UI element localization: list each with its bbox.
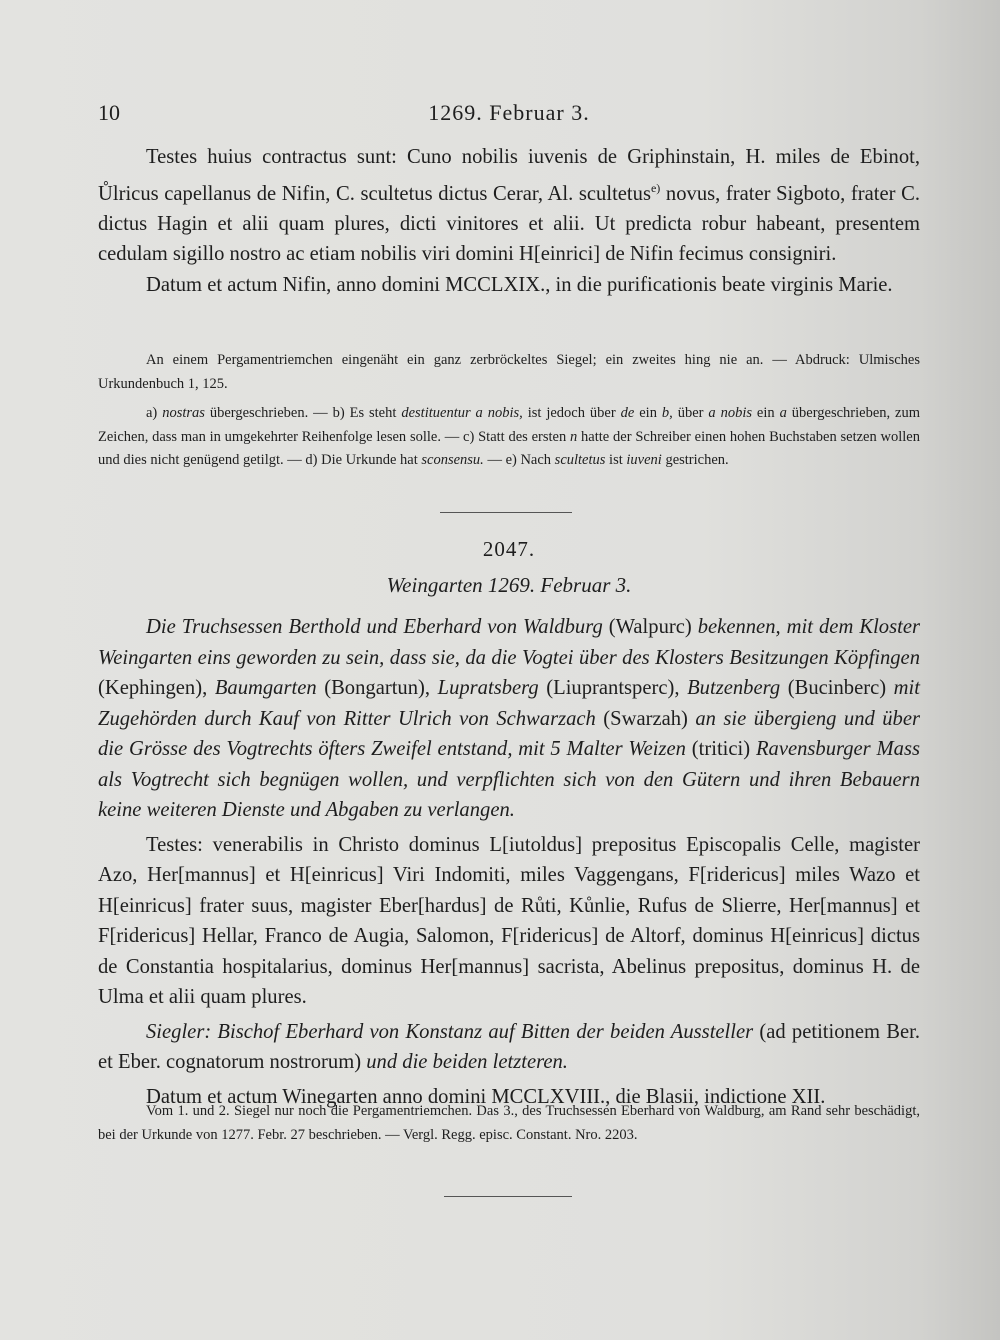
- italic-segment: an sie übergieng und über die Grösse des Vogtrechts öfters Zweifel entstand, mit 5 Malter Weizen: [98, 707, 920, 760]
- doc1-datum: Datum et actum Nifin, anno domini MCCLXIX., in die purificationis beate virginis Marie.: [146, 273, 893, 296]
- section-divider: [440, 512, 572, 513]
- sealer-statement: [98, 1017, 920, 1078]
- page-header: [98, 100, 920, 134]
- italic-segment: bekennen, mit dem Kloster Weingarten eins geworden zu sein, dass sie, da die Vogtei über des Klosters Besitzungen Köpfingen: [98, 616, 920, 669]
- roman-segment: (Bongartun),: [316, 677, 438, 699]
- doc1-seal-note: An einem Pergamentriemchen eingenäht ein ganz zerbröckeltes Siegel; ein zweites hing nie an. — Abdruck: Ulmisches Urkundenbuch 1, 125.: [98, 352, 920, 392]
- doc2-text: [98, 612, 920, 1112]
- bottom-divider: [444, 1196, 572, 1197]
- roman-segment: (ad petitionem Ber. et Eber. cognatorum nostrorum): [98, 1020, 920, 1073]
- italic-segment: und die beiden letzteren.: [366, 1051, 568, 1073]
- italic-segment: Ravensburger Mass als Vogtrecht sich begnügen wollen, und verpflichten sich von den Gütern und ihren Bebauern keine weiteren Dienste und Abgaben zu verlangen.: [98, 738, 920, 821]
- roman-segment: (Liuprantsperc),: [538, 677, 688, 699]
- italic-segment: Baumgarten: [214, 677, 317, 699]
- italic-segment: mit Zugehörden durch Kauf von Ritter Ulrich von Schwarzach: [98, 677, 920, 730]
- doc2-witnesses: Testes: venerabilis in Christo dominus L[iutoldus] prepositus Episcopalis Celle, magister Azo, Her[mannus] et H[einricus] Viri Indomiti, miles Vaggengans, F[ridericus] miles Wazo et H[einricus] frater suus, magister Eber[hardus] de Růti, Kůnlie, Rufus de Slierre, Her[mannus] et F[ridericus] Hellar, Franco de Augia, Salomon, F[ridericus] de Altorf, dominus H[einricus] dictus de Constantia hospitalarius, dominus Her[mannus] sacrista, Abelinus prepositus, dominus H. de Ulma et alii quam plures.: [98, 833, 920, 1008]
- doc2-note: [98, 1100, 920, 1147]
- roman-segment: (Swarzah): [595, 707, 696, 730]
- regest-summary: [98, 612, 920, 826]
- roman-segment: (Kephingen),: [98, 677, 215, 699]
- italic-segment: Butzenberg: [687, 677, 781, 699]
- doc1-witnesses: Testes huius contractus sunt: Cuno nobilis iuvenis de Griphinstain, H. miles de Ebinot, Ůlricus capellanus de Nifin, C. scultetus dictus Cerar, Al. scultetus$^{e)}$ novus, frater Sigboto, frater C. dictus Hagin et alii quam plures, dicti vinitores et alii. Ut predicta robur habeant, presentem cedulam sigillo nostro ac etiam nobilis viri domini H[einrici] de Nifin fecimus consigniri.: [98, 146, 920, 266]
- doc2-seal-note: Vom 1. und 2. Siegel nur noch die Pergamentriemchen. Das 3., des Truchsessen Eberhard von Waldburg, am Rand sehr beschädigt, bei der Urkunde von 1277. Febr. 27 beschrieben. — Vergl. Regg. episc. Constant. Nro. 2203.: [98, 1103, 920, 1143]
- roman-segment: (Bucinberc): [780, 677, 894, 699]
- page-number: 10: [98, 100, 120, 125]
- italic-segment: Siegler: Bischof Eberhard von Konstanz auf Bitten der beiden Aussteller: [146, 1020, 754, 1043]
- italic-segment: Die Truchsessen Berthold und Eberhard von Waldburg: [146, 616, 603, 638]
- doc2-datum: Datum et actum Winegarten anno domini MCCLXVIII., die Blasii, indictione XII.: [146, 1085, 826, 1108]
- footnote-mark-e: e): [650, 180, 661, 195]
- doc1-footnotes: a) nostras übergeschrieben. — b) Es steht destituentur a nobis, ist jedoch über de ein b, über a nobis ein a übergeschrieben, zum Zeichen, dass man in umgekehrter Reihenfolge lesen solle. — c) Statt des ersten n hatte der Schreiber einen hohen Buchstaben setzen wollen und dies nicht genügend getilgt. — d) Die Urkunde hat sconsensu. — e) Nach scultetus ist iuveni gestrichen.: [98, 405, 921, 468]
- place-date: Weingarten 1269. Februar 3.: [386, 573, 632, 597]
- doc1-notes: [98, 349, 920, 473]
- italic-segment: Lupratsberg: [437, 677, 539, 699]
- doc1-text: [98, 142, 920, 300]
- document-number: 2047.: [482, 537, 536, 561]
- roman-segment: (tritici): [685, 738, 756, 760]
- running-title: 1269. Februar 3.: [428, 100, 590, 125]
- roman-segment: (Walpurc): [602, 616, 698, 638]
